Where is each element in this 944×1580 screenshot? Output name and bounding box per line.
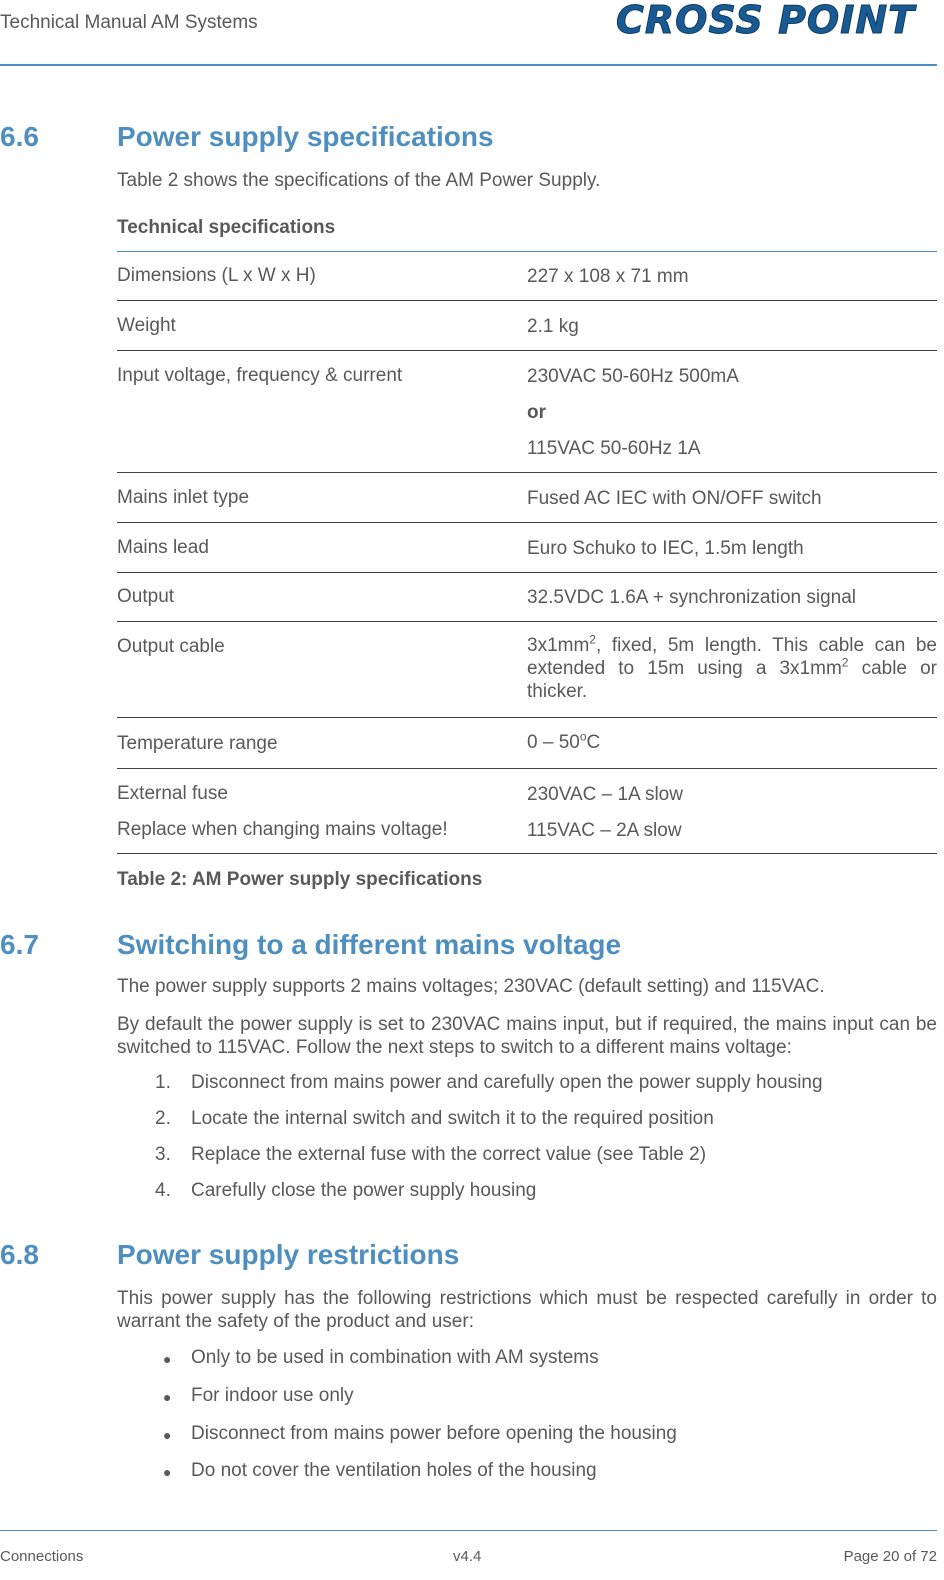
- document-title: Technical Manual AM Systems: [0, 12, 258, 33]
- paragraph: By default the power supply is set to 230VAC mains input, but if required, the mains input can be switched to 115VAC. Follow the next steps to switch to a different mains voltage:: [117, 1014, 937, 1058]
- bullet-icon: ●: [163, 1351, 172, 1367]
- bullet-icon: ●: [163, 1427, 172, 1443]
- paragraph: The power supply supports 2 mains voltages; 230VAC (default setting) and 115VAC.: [117, 976, 825, 997]
- spec-label: Input voltage, frequency & current: [117, 365, 403, 386]
- row-divider: [117, 350, 937, 351]
- table-bottom-rule: [117, 853, 937, 854]
- paragraph: This power supply has the following restrictions which must be respected carefully in order to warrant the safety of the product and user:: [117, 1288, 937, 1332]
- footer-page-number: Page 20 of 72: [843, 1548, 937, 1565]
- section-number: 6.7: [0, 929, 39, 960]
- footer-chapter: Connections: [0, 1548, 84, 1565]
- spec-label: External fuse: [117, 783, 228, 804]
- spec-label: Weight: [117, 315, 176, 336]
- list-item: Disconnect from mains power before opening the housing: [191, 1423, 677, 1444]
- section-number: 6.8: [0, 1239, 39, 1270]
- spec-value: 2.1 kg: [527, 316, 579, 337]
- spec-value: $3x1mm^2$, fixed, 5m length. This cable can be extended to 15m using a $3x1mm^2$ cable or thicker.: [527, 632, 937, 702]
- spec-label: Temperature range: [117, 733, 278, 754]
- spec-value: Fused AC IEC with ON/OFF switch: [527, 488, 822, 509]
- bullet-icon: ●: [163, 1389, 172, 1405]
- spec-value: 115VAC – 2A slow: [527, 820, 682, 841]
- spec-value: 230VAC 50-60Hz 500mA: [527, 366, 739, 387]
- row-divider: [117, 717, 937, 718]
- step-text: Disconnect from mains power and carefully open the power supply housing: [191, 1072, 823, 1093]
- step-text: Replace the external fuse with the correct value (see Table 2): [191, 1144, 707, 1165]
- spec-value: 115VAC 50-60Hz 1A: [527, 438, 701, 459]
- step-text: Carefully close the power supply housing: [191, 1180, 537, 1201]
- row-divider: [117, 621, 937, 622]
- bullet-icon: ●: [163, 1464, 172, 1480]
- spec-value: 230VAC – 1A slow: [527, 784, 683, 805]
- spec-label: Output cable: [117, 636, 225, 657]
- section-intro: Table 2 shows the specifications of the AM Power Supply.: [117, 170, 601, 191]
- cross-point-logo: [612, 0, 938, 45]
- step-number: 4.: [155, 1180, 171, 1201]
- section-title: Power supply specifications: [117, 121, 494, 152]
- spec-value: 32.5VDC 1.6A + synchronization signal: [527, 587, 857, 608]
- spec-label: Mains inlet type: [117, 487, 250, 508]
- section-title: Switching to a different mains voltage: [117, 929, 622, 960]
- svg-text:CROSS POINT: CROSS POINT: [616, 0, 916, 40]
- spec-value: Euro Schuko to IEC, 1.5m length: [527, 538, 804, 559]
- spec-label: Mains lead: [117, 537, 209, 558]
- row-divider: [117, 300, 937, 301]
- spec-label: Output: [117, 586, 175, 607]
- footer-version: v4.4: [453, 1548, 482, 1565]
- list-item: Only to be used in combination with AM systems: [191, 1347, 599, 1368]
- step-number: 1.: [155, 1072, 171, 1093]
- header-divider: [0, 64, 937, 66]
- step-text: Locate the internal switch and switch it to the required position: [191, 1108, 714, 1129]
- spec-value: 227 x 108 x 71 mm: [527, 266, 689, 287]
- section-title: Power supply restrictions: [117, 1239, 460, 1270]
- step-number: 3.: [155, 1144, 171, 1165]
- list-item: For indoor use only: [191, 1385, 354, 1406]
- spec-label-note: Replace when changing mains voltage!: [117, 819, 448, 840]
- spec-label: Dimensions (L x W x H): [117, 265, 316, 286]
- spec-value-or: or: [527, 402, 546, 423]
- table-top-rule: [117, 251, 937, 252]
- row-divider: [117, 572, 937, 573]
- section-number: 6.6: [0, 121, 39, 152]
- spec-value: 0 – 50$^o$C: [527, 729, 601, 753]
- list-item: Do not cover the ventilation holes of the housing: [191, 1460, 597, 1481]
- table-heading: Technical specifications: [117, 217, 336, 238]
- row-divider: [117, 472, 937, 473]
- row-divider: [117, 768, 937, 769]
- table-caption: Table 2: AM Power supply specifications: [117, 869, 483, 890]
- step-number: 2.: [155, 1108, 171, 1129]
- row-divider: [117, 522, 937, 523]
- footer-divider: [0, 1530, 937, 1531]
